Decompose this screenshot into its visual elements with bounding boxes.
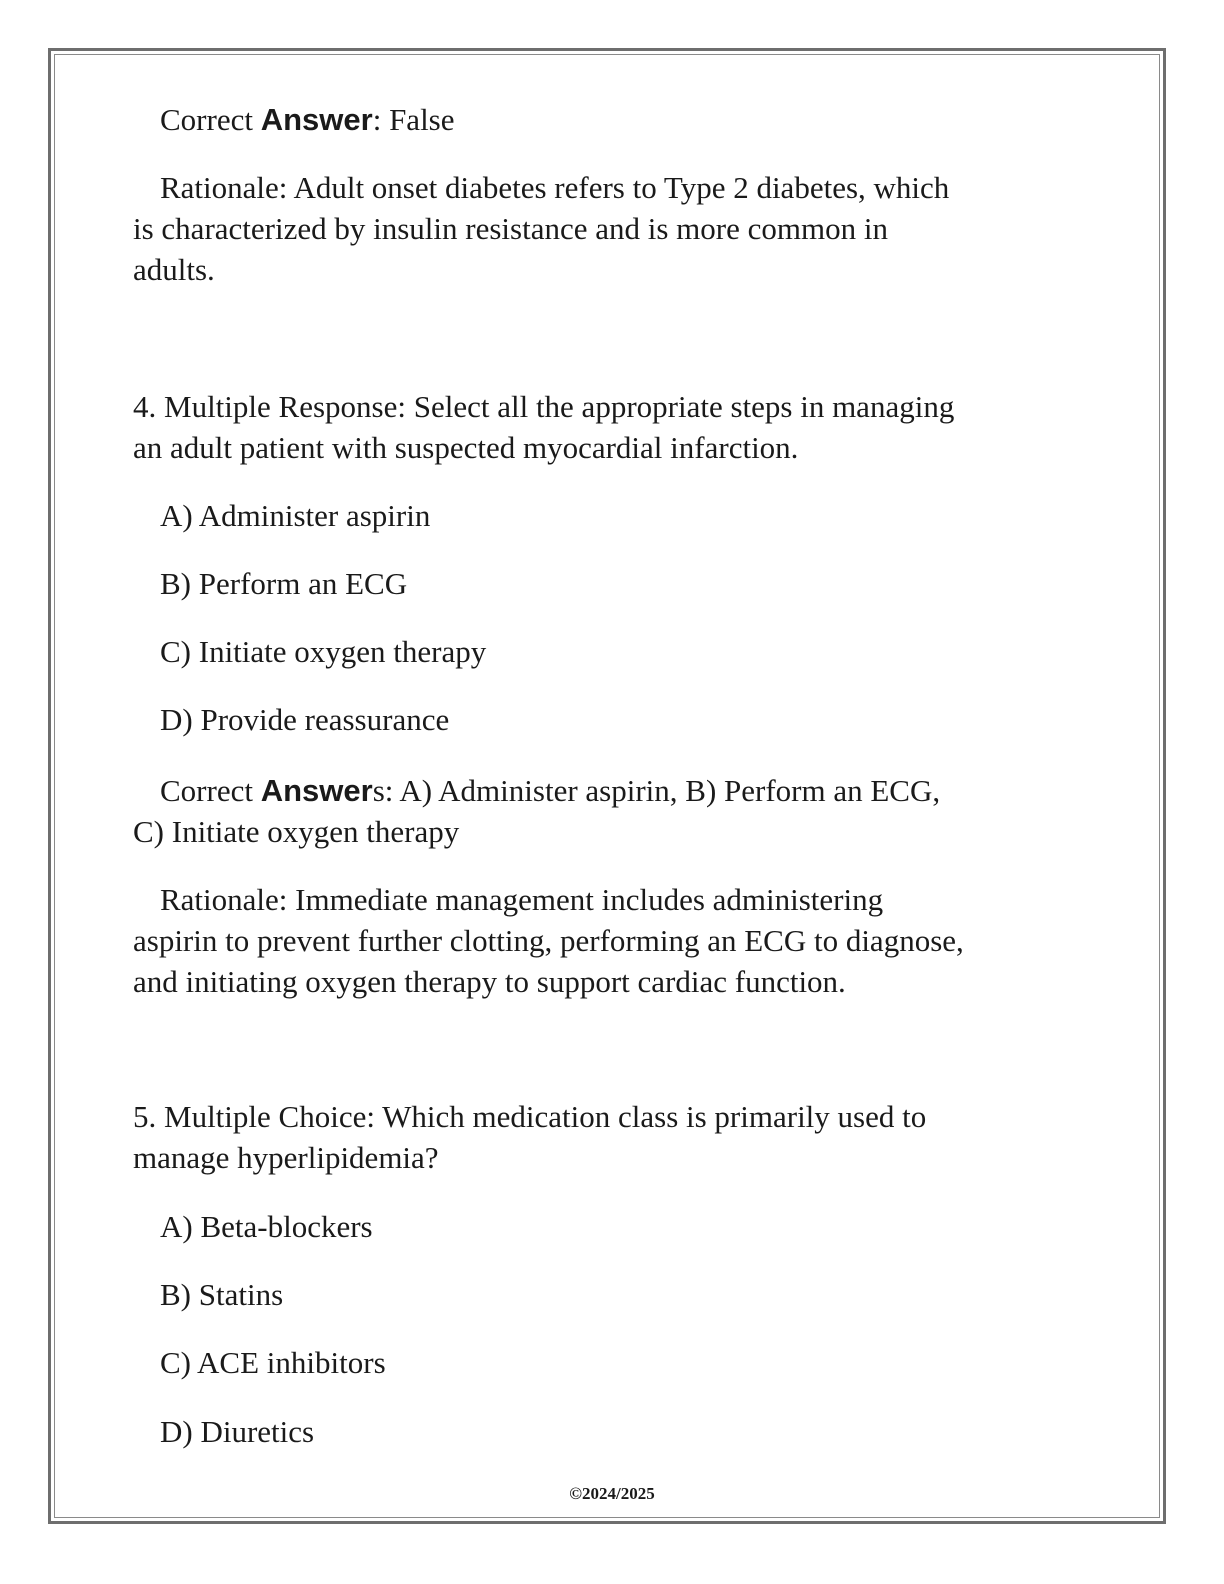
q5-option-d: D) Diuretics xyxy=(160,1414,315,1449)
q4-correct-prefix: Correct xyxy=(160,773,261,808)
q3-rationale-line-1: Rationale: Adult onset diabetes refers to Type 2 diabetes, which xyxy=(160,170,950,205)
q3-correct-suffix: : False xyxy=(372,102,455,137)
q5-question-line-1: 5. Multiple Choice: Which medication class is primarily used to xyxy=(133,1099,927,1134)
q4-correct-answer-line-2: C) Initiate oxygen therapy xyxy=(133,814,460,849)
q4-answer-word: Answer xyxy=(260,773,373,808)
q4-correct-suffix: s: A) Administer aspirin, B) Perform an ECG, xyxy=(372,773,941,808)
q4-rationale-line-1: Rationale: Immediate management includes administering xyxy=(160,882,884,917)
q4-option-a: A) Administer aspirin xyxy=(160,498,431,533)
q5-question-line-2: manage hyperlipidemia? xyxy=(133,1140,439,1175)
q4-option-d: D) Provide reassurance xyxy=(160,702,450,737)
footer-copyright: ©2024/2025 xyxy=(569,1484,655,1503)
q5-option-b: B) Statins xyxy=(160,1277,284,1312)
q4-rationale-line-3: and initiating oxygen therapy to support cardiac function. xyxy=(133,964,846,999)
q3-rationale-line-2: is characterized by insulin resistance and is more common in xyxy=(133,211,888,246)
q3-answer-word: Answer xyxy=(260,102,373,137)
q5-option-c: C) ACE inhibitors xyxy=(160,1345,386,1380)
q4-question-line-1: 4. Multiple Response: Select all the appropriate steps in managing xyxy=(133,389,955,424)
q3-correct-answer xyxy=(160,99,1110,140)
q4-correct-answer-line-1 xyxy=(160,770,1110,811)
q4-option-b: B) Perform an ECG xyxy=(160,566,408,601)
q3-rationale-line-3: adults. xyxy=(133,252,215,287)
q4-rationale-line-2: aspirin to prevent further clotting, performing an ECG to diagnose, xyxy=(133,923,964,958)
q4-question-line-2: an adult patient with suspected myocardial infarction. xyxy=(133,430,799,465)
q4-option-c: C) Initiate oxygen therapy xyxy=(160,634,487,669)
q3-correct-prefix: Correct xyxy=(160,102,261,137)
q5-option-a: A) Beta-blockers xyxy=(160,1209,373,1244)
